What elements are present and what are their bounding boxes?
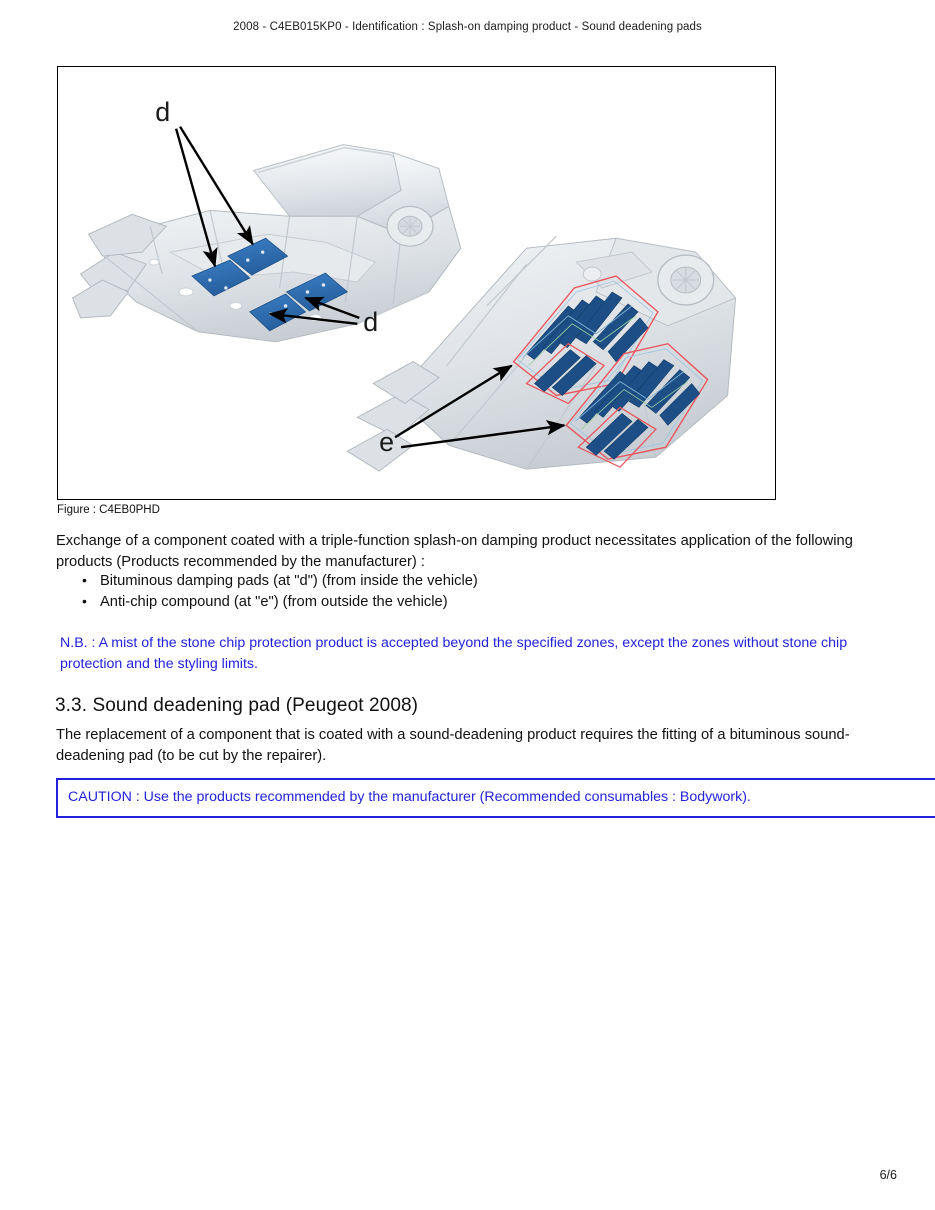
list-item-anti-chip-compound: • Anti-chip compound (at "e") (from outside the vehicle) — [100, 592, 890, 613]
paragraph-exchange: Exchange of a component coated with a triple-function splash-on damping product necessitates application of the following products (Products recommended by the manufacturer) : — [56, 533, 853, 570]
section-heading-3-3: 3.3. Sound deadening pad (Peugeot 2008) — [55, 695, 419, 716]
figure-label-d-top: d — [155, 96, 171, 127]
spare-wheel-well — [658, 255, 714, 305]
caution-text: CAUTION : Use the products recommended by the manufacturer (Recommended consumables : Bodywork). — [68, 789, 751, 805]
note-nb-line-1: N.B. : A mist of the stone chip protection product is accepted beyond the specified zones, except the zones without stone chip — [60, 635, 848, 651]
wheel-arch — [387, 206, 433, 246]
product-bullet-list — [56, 571, 890, 613]
page-number: 6/6 — [879, 1168, 897, 1182]
note-nb — [60, 633, 920, 674]
figure-svg — [58, 67, 775, 499]
note-nb-line-2: protection and the styling limits. — [60, 655, 258, 672]
paragraph-replacement: The replacement of a component that is coated with a sound-deadening product requires the fitting of a bituminous sound-deadening pad (to be cut by the repairer). — [56, 727, 850, 764]
figure-caption: Figure : C4EB0PHD — [57, 504, 160, 516]
body-shell-upper-view — [73, 97, 461, 342]
list-item-bituminous-pads: • Bituminous damping pads (at "d") (from inside the vehicle) — [100, 571, 890, 592]
figure-illustration — [57, 66, 776, 500]
page-header-title: 2008 - C4EB015KP0 - Identification : Splash-on damping product - Sound deadening pads — [233, 21, 702, 33]
figure-label-d-bottom: d — [363, 306, 379, 337]
figure-label-e: e — [379, 427, 395, 458]
caution-box — [56, 778, 935, 818]
